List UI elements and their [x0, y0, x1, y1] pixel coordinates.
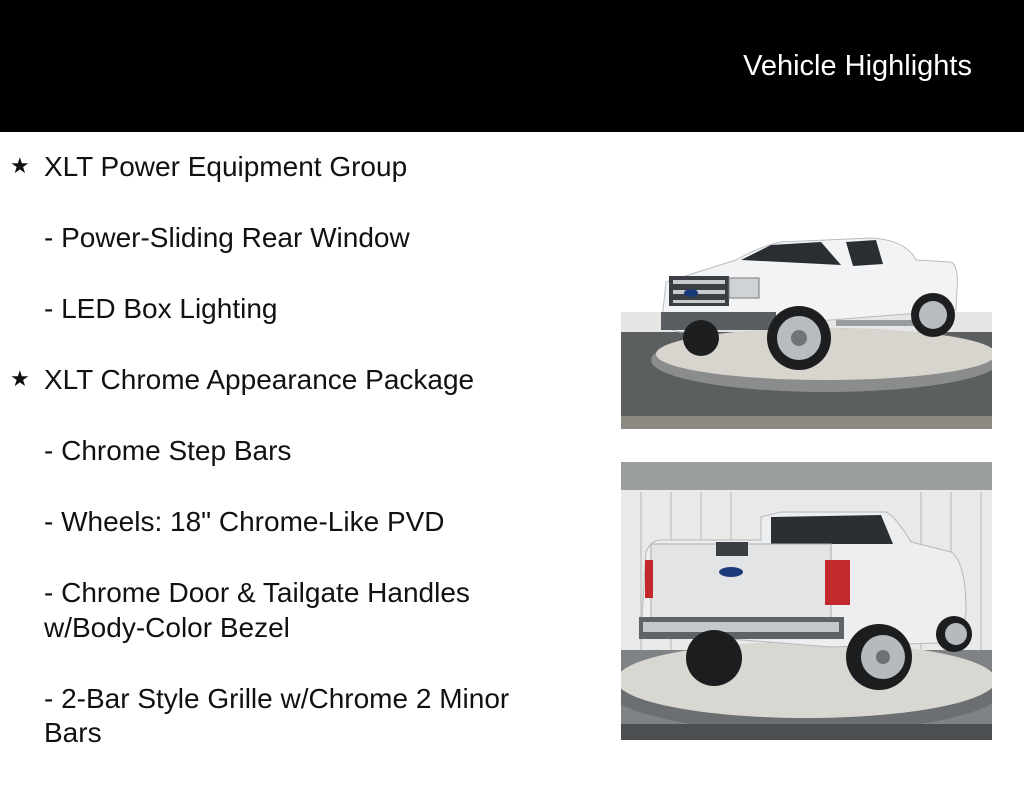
list-item [0, 363, 564, 398]
list-item [0, 505, 564, 540]
star-icon: ★ [10, 153, 30, 178]
list-item-text: - Chrome Door & Tailgate Handles w/Body-Color Bezel [44, 577, 470, 643]
truck-rear-photo [621, 462, 992, 740]
list-item [0, 576, 564, 645]
truck-front-photo [621, 220, 992, 429]
list-item-text: - 2-Bar Style Grille w/Chrome 2 Minor Bars [44, 682, 510, 748]
list-item [0, 292, 564, 327]
list-item [0, 434, 564, 469]
list-item-text: - Chrome Step Bars [44, 435, 292, 466]
list-item-text: - LED Box Lighting [44, 293, 278, 324]
list-item-text: XLT Power Equipment Group [44, 151, 408, 182]
list-item [0, 682, 564, 751]
list-item-text: - Wheels: 18" Chrome-Like PVD [44, 506, 445, 537]
list-item-text: - Power-Sliding Rear Window [44, 222, 410, 253]
star-icon: ★ [10, 366, 30, 391]
list-item [0, 150, 564, 185]
highlights-list [0, 150, 600, 787]
header-bar [0, 0, 1024, 132]
page-title: Vehicle Highlights [743, 50, 972, 82]
list-item [0, 221, 564, 256]
list-item-text: XLT Chrome Appearance Package [44, 364, 475, 395]
